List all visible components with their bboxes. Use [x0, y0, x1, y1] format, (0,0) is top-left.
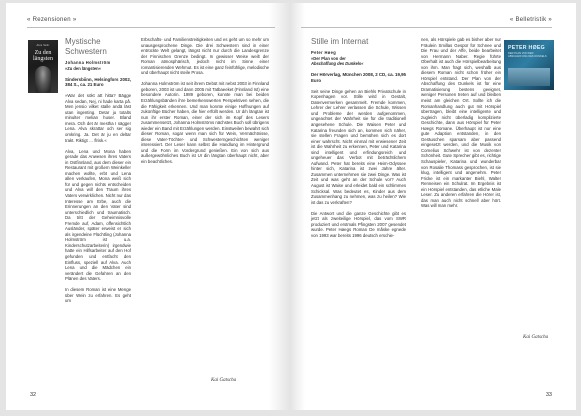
review-paragraph: Erbschafts- und Familienstreitigkeiten und es geht um so mehr um unausgesprochene Dinge. Die drei Schwestern sind in einer entrückte Welt gelangt, längst nicht nur durch die Landesgrenze der Finnischen Grenze bedingt. In gewisser Weise weilt der Roman atmosphärisch, jedoch nicht im Sinne einer romantisierenden Wehmut. Es ist eine ganz feinfühlige, melodische und überhaupt nicht steile Prosa.: [141, 37, 269, 76]
review-publication-info: Der Hörverlag, München 2008, 2 CD, ca. 19,95 Euro: [311, 72, 406, 83]
book-cover: [28, 40, 58, 93]
review-column-2: [421, 37, 501, 209]
header-rule: [27, 27, 275, 28]
right-page: [291, 3, 576, 410]
review-column-2: [141, 37, 269, 165]
reviewer-signature: Kai Gatscha: [523, 335, 549, 340]
book-cover: [504, 40, 554, 90]
review-title: Mystische Schwestern: [65, 37, 107, 56]
review-paragraph: Seit seine Dinge gehen an Biehls Privatschule in Kopenhagen vor. Stille wird in Gestalt, Datenvermerken gesammelt. Fremde kommen, Lehrer der Lehrer verlassen die Schule, Wissen und Probleme der werden aufgenommen, ungeachtet der Wahrheit sie für die traditionell angesehene Schule. Die Waisen Peter und Katarina freunden sich an, kommen sich näher, sie stellen Fragen und bemühen sich es dort einer wahrscht. Nicht einmal mit erwiesener Zeit ist die Wahrheit zu erkennen, Peter und Katarina sind intelligent und erfindungsreich und ungeheuer das Verbot mit beträchtlichem Aufwand. Peter hat bereits eine Heim-Odyssee hinter sich, Katarina ist zwei Jahre älter. Zusammen unternehmen sie zwei Dinge. Was ist Zeit und was geht an der Schule vor? Auch August ist Waise und erleidet bald ein schlimmes Schicksal. Was bedeutet es, Kinder aus dem Zusammenhang zu nehmen, was zu heilen? Wie ist das zu verkraften?: [311, 88, 406, 205]
left-page: [6, 3, 289, 410]
cover-author: PETER HØEG: [508, 45, 546, 51]
page-number: 33: [545, 392, 552, 398]
page-number: 32: [30, 392, 37, 398]
cover-image: [508, 68, 550, 86]
running-head: « Rezensionen »: [27, 17, 77, 23]
review-paragraph: Johanna Holmström ist seit ihrem Debüt mit nebst 2003 in Finnland geboren, 2003 ist und dann 2005 mit Tatbaeeket (Finnland Ist) eine besondere Autorin. 1989 geboren, konnte man bei beiden Erzählungsbänden ihre bemerkenswerten Perspektiven sehen, die die Fähigkeit erkennen. Und man konnte einige Hoffnungen auf zukünftige Bücher haben, die hier erfüllt werden. Ur d/n längtan ist nun ihr erster Roman, einer der sich im Kopf des Lesers zusammensetzt, Johanna Holmströms nächstes Buch soll übrigens wieder ein Band mit Erzählungen werden. Einstweilen bewahrt sich dieser Roman, sogar wenn man sich für Wein, Vermächtnisse, diese Vater-Töchter- und Schwesterngeschichten weniger interessiert. Der Leser kann selbst die Handlung im Hintergrund und die Form im Vordergrund genießen. Ein von sich aus außergewöhnliches Buch ist Ur din längtan überhaupt nicht, aber ein beachtliches.: [141, 81, 270, 164]
cover-author: Alva Sebr: [36, 44, 50, 47]
review-column-1: [65, 37, 131, 304]
review-paragraph: In diesem Roman ist eine Menge über Wein zu erfahren. Es geht um: [65, 287, 131, 304]
review-paragraph: Die Antwort und die ganze Geschichte gibt es jetzt als zweiteilige Hörspiel, das vom SWR produziert und erstmals Pfingsten 2007 gesendet wurde. Peter Høegs Roman De måske egnede von 1993 war bereits 1996 deutsch erschie-: [311, 210, 406, 238]
review-book-title: Abschaffung des Dunkels«: [311, 61, 364, 66]
review-author: Peter Høeg: [311, 50, 337, 55]
review-title: Stille im Internat: [311, 37, 369, 46]
review-paragraph: »War det sökt att hitta? Bägge Alva sedan, Nej, ni hade karta på. Men jensio vilket stalle andä läst utan ingenting. Detar ju totalts minulter melian huser. Bland mera. Och det är mestha I sägger Lena. Alva skrattar och ser sig omkring. Ja. Det är ju en deltar trakt. Riktigt … flrisk.«: [65, 93, 131, 143]
gutter-shadow: [269, 3, 289, 410]
cover-figure: [35, 66, 51, 93]
review-publication-info: Sindersbiinn, Helsingfors 2002, 384 S., ca. 21 Euro: [65, 76, 131, 88]
review-author: Johanna Holmström: [65, 60, 111, 65]
review-paragraph: Alva, Lena und Mona haben gerade das Anwesen ihres Vaters in Ostfinnland, aus dem dieser ein Restaurant mit großem Weinkeller machen wollte, erbt und Lena allen verkaufen, Mona weiß sich für und gegen nichts entscheiden und Alva will den Traum ihres Vaters verwirklichen. Nicht nur das Interesse am Erbe, auch die Erinnerungen an den Vater sind unterschiedlich und traumatisch. Da tritt der Geheimnisvolle Fremde auf, Adam, offensichtlich Ausländer, später erweist er sich als irgendeine Flüchtling (Johanna Holmström ist u.a. Kinderschutzarbeiterin) irgendwie hatte ein Hilfsarbeiter auf den Hof gefunden und entfacht den Einfluss, speziell auf Alva. Auch Lena und die Mädchen ein verändert die Gefahren an den Plänen des Vaters.: [65, 148, 131, 282]
cover-title: Zu den längsten: [33, 50, 53, 62]
reviewer-signature: Kai Gatscha: [211, 378, 237, 383]
review-book-title: »Der Plan von der: [311, 55, 346, 61]
review-book-title: »Zu den längsten«: [65, 65, 101, 71]
review-paragraph: nen, als Hörspiele gab es bisher aber nur Fräulein Smillas Gespür für Schnee und Die Frau und der Affe, beide bearbeitet von Hermann Naber. Regie führte Oberhalt ist auch die Hörspielbearbeitung von ihm. Man fragt sich, weshalb aus diesem Roman nicht schon früher ein Hörspiel entstand. Der Plan von der Abschaffung des Dunkels ist für eine Dramatisierung bestens geeignet, weniger Personen treten auf und bleiben meist am gleichen Ort. Sollte ich die Romanhandlung auch gut mit Hörspiel übertragen, bleibt eine intelligente und zugleich nicht überladig komplizierte Geschichte, dann aus Hörspiel für Peter Høegs Romane. Überhaupt ist nur eine gute Adaption entstanden, in den Geräuschen sparsam aber passend eingesetzt werden, und die Musik von Cornelius Schwehr ist von dezenter Schönheit. Gute Sprecher gibt es, richtige Schauspieler, Katarina und wunderbar von Rosalie Thomass gesprochen, ist sie klug, intelligent und angenehm. Peter Fricke ist ein markanter Biehl, Walter Renneisen ein Schulrat. Im Ergebnis ist ein Hörspiel entstanden, das etliche Male Leser. Zu anderen erfahren die Hörer ist, das man auch nicht schnell aber hört. Was will man mehr.: [421, 37, 501, 209]
gutter-shadow: [291, 3, 305, 410]
cover-title: DER PLAN VON DER ABSCHAFFUNG DES DUNKELS: [508, 52, 547, 58]
running-head: « Belletristik »: [509, 17, 552, 23]
review-column-1: [311, 37, 406, 238]
header-rule: [301, 27, 552, 28]
